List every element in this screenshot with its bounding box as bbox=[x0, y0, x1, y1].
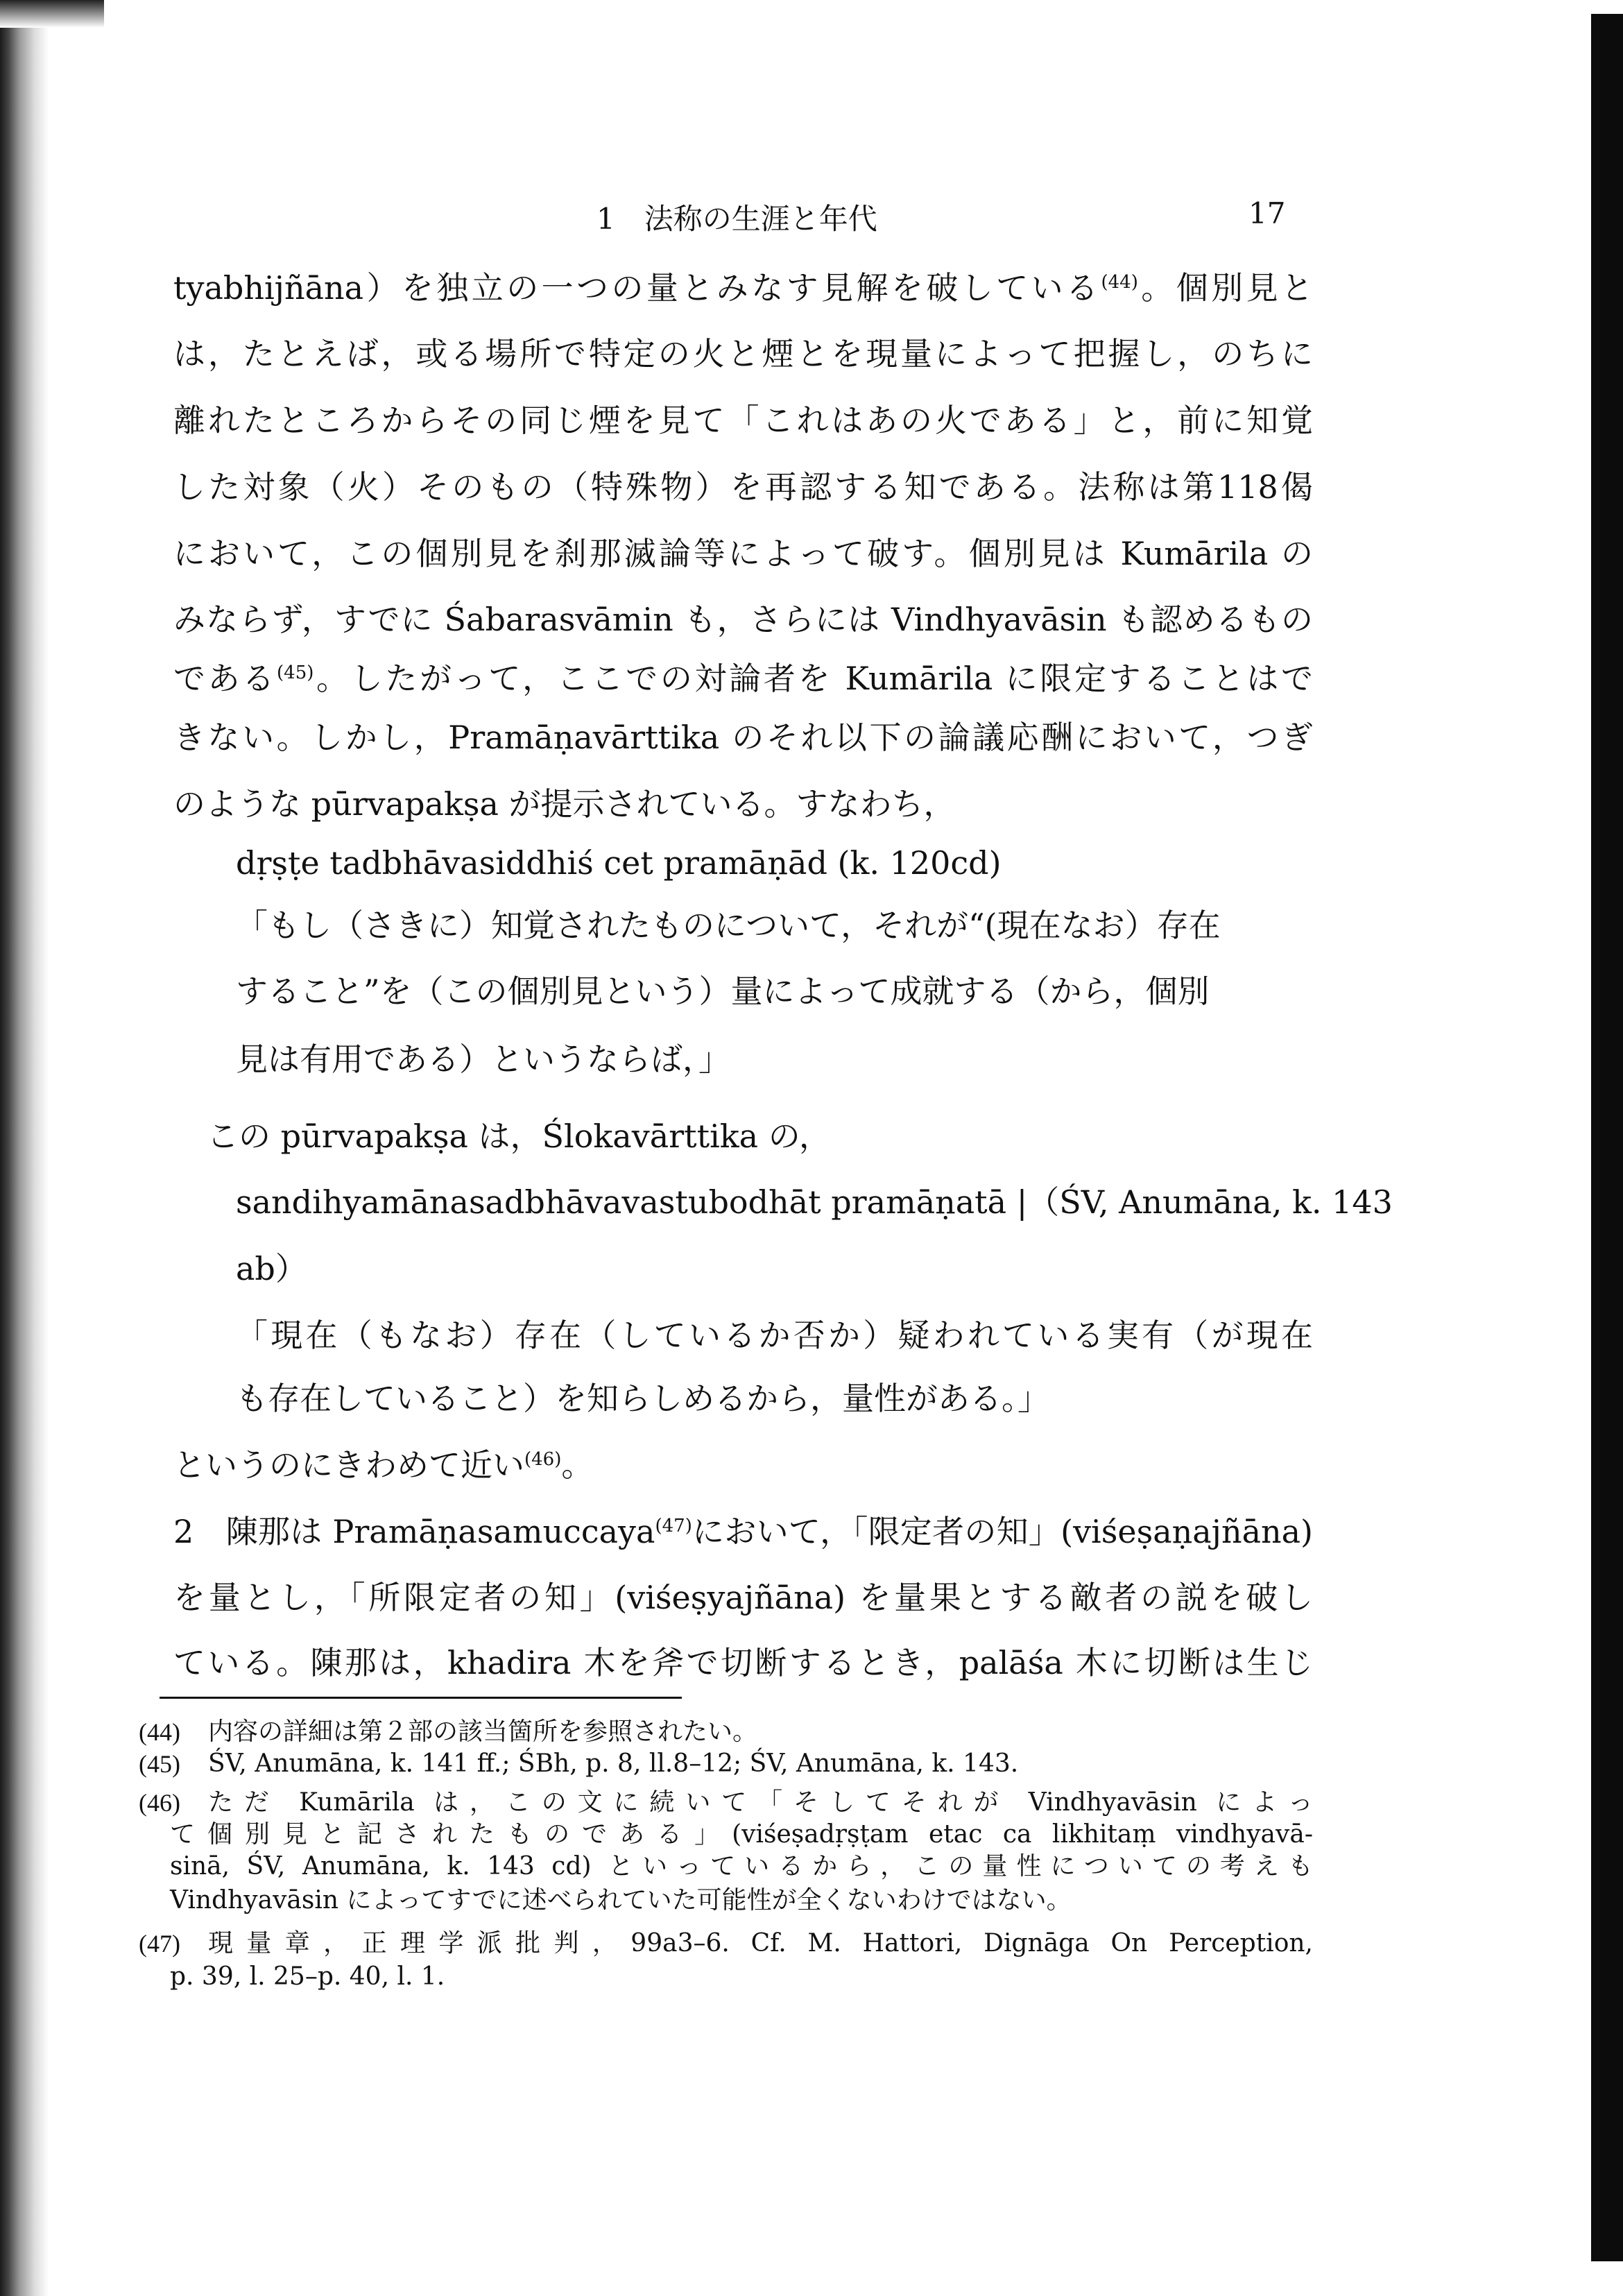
body-line bbox=[236, 970, 1210, 1012]
text-run: は，たとえば，或る場所で特定の火と煙とを現量によって把握し，のちに bbox=[173, 335, 1313, 372]
text-run: というのにきわめて近い bbox=[173, 1446, 524, 1484]
footnote-ref[interactable]: (44) bbox=[1101, 272, 1138, 293]
text-run: 。個別見と bbox=[1137, 269, 1314, 307]
footnote-line: て個別見と記されたものである」(viśeṣadṛṣṭam etac ca likhitaṃ vindhyavā- bbox=[170, 1820, 1313, 1849]
footnote-ref[interactable]: (46) bbox=[524, 1449, 562, 1470]
text-run: した対象（火）そのもの（特殊物）を再認する知である。法称は第118偈 bbox=[173, 468, 1313, 506]
scan-edge-left bbox=[0, 0, 49, 2296]
text-run: dṛṣṭe tadbhāvasiddhiś cet pramāṇād (k. 120cd) bbox=[236, 844, 1002, 882]
body-line bbox=[173, 599, 1313, 640]
text-run: 離れたところからその同じ煙を見て「これはあの火である」と，前に知覚 bbox=[173, 402, 1313, 439]
footnote-number: (44) bbox=[139, 1718, 180, 1746]
body-line bbox=[173, 333, 1313, 375]
footnote-line: ŚV, Anumāna, k. 141 ff.; ŚBh, p. 8, ll.8–12; ŚV, Anumāna, k. 143. bbox=[208, 1749, 1019, 1778]
body-line bbox=[173, 1444, 593, 1486]
body-line bbox=[173, 533, 1313, 574]
body-line bbox=[236, 1378, 1049, 1419]
footnote-ref[interactable]: (47) bbox=[655, 1516, 692, 1536]
text-run: 「もし（さきに）知覚されたものについて，それが“(現在なお）存在 bbox=[236, 907, 1221, 944]
text-run: において，この個別見を刹那滅論等によって破す。個別見は Kumārila の bbox=[173, 535, 1313, 572]
text-run: ている。陳那は，khadira 木を斧で切断するとき，palāśa 木に切断は生じ bbox=[173, 1644, 1313, 1681]
text-run: 見は有用である）というならば，」 bbox=[236, 1040, 730, 1078]
body-line bbox=[236, 905, 1221, 946]
footnote-separator bbox=[160, 1697, 682, 1699]
footnote-line: sinā, ŚV, Anumāna, k. 143 cd) といっているから，この量性についての考えも bbox=[170, 1852, 1313, 1881]
text-run: において，「限定者の知」(viśeṣaṇajñāna) bbox=[692, 1513, 1313, 1550]
text-run: すること”を（この個別見という）量によって成就する（から，個別 bbox=[236, 973, 1210, 1010]
text-run: みならず，すでに Śabarasvāmin も，さらには Vindhyavāsin も認めるもの bbox=[173, 601, 1313, 638]
body-line bbox=[236, 1038, 730, 1080]
text-run: 2 陳那は Pramāṇasamuccaya bbox=[173, 1513, 655, 1550]
body-line bbox=[173, 1577, 1313, 1618]
body-line bbox=[236, 1248, 307, 1290]
text-run: 。したがって，ここでの対論者を Kumārila に限定することはで bbox=[314, 660, 1314, 697]
body-line bbox=[173, 466, 1313, 508]
body-line bbox=[173, 267, 1313, 309]
text-run: も存在していること）を知らしめるから，量性がある。」 bbox=[236, 1380, 1049, 1417]
footnote-number: (46) bbox=[139, 1789, 180, 1817]
body-line bbox=[236, 1314, 1313, 1356]
footnote-line: ただ Kumārila は，この文に続いて「そしてそれが Vindhyavāsin によっ bbox=[208, 1788, 1313, 1817]
text-run: tyabhijñāna）を独立の一つの量とみなす見解を破している bbox=[173, 269, 1101, 307]
body-line bbox=[236, 1181, 1393, 1223]
text-run: を量とし，「所限定者の知」(viśeṣyajñāna) を量果とする敵者の説を破し bbox=[173, 1579, 1313, 1616]
page-number: 17 bbox=[1248, 196, 1286, 230]
text-run: 「現在（もなお）存在（しているか否か）疑われている実有（が現在 bbox=[236, 1317, 1313, 1354]
body-line bbox=[173, 1511, 1313, 1552]
body-line bbox=[236, 842, 1002, 884]
scan-edge-right bbox=[1591, 14, 1623, 2261]
text-run: である bbox=[173, 660, 277, 697]
body-line bbox=[173, 1642, 1313, 1684]
body-line bbox=[173, 400, 1313, 441]
footnote-line: 現量章，正理学派批判，99a3–6. Cf. M. Hattori, Dignāga On Perception, bbox=[208, 1929, 1313, 1957]
text-run: ab） bbox=[236, 1250, 307, 1287]
text-run: 。 bbox=[561, 1446, 594, 1484]
footnote-number: (45) bbox=[139, 1750, 180, 1778]
footnote-number: (47) bbox=[139, 1930, 180, 1957]
body-line bbox=[173, 658, 1313, 699]
body-line bbox=[173, 717, 1313, 758]
text-run: のような pūrvapakṣa が提示されている。すなわち， bbox=[173, 785, 956, 823]
text-run: この pūrvapakṣa は，Ślokavārttika の， bbox=[207, 1117, 831, 1155]
footnote-line: p. 39, l. 25–p. 40, l. 1. bbox=[170, 1962, 445, 1991]
scan-edge-top bbox=[0, 0, 104, 28]
footnote-line: 内容の詳細は第２部の該当箇所を参照されたい。 bbox=[208, 1717, 758, 1746]
body-line bbox=[207, 1115, 831, 1157]
running-header-title: 1 法称の生涯と年代 bbox=[596, 202, 877, 236]
body-line bbox=[173, 783, 956, 825]
text-run: sandihyamānasadbhāvavastubodhāt pramāṇatā |（ŚV, Anumāna, k. 143 bbox=[236, 1183, 1393, 1221]
footnote-line: Vindhyavāsin によってすでに述べられていた可能性が全くないわけではない。 bbox=[170, 1886, 1072, 1914]
footnote-ref[interactable]: (45) bbox=[277, 662, 314, 683]
text-run: きない。しかし，Pramāṇavārttika のそれ以下の論議応酬において，つぎ bbox=[173, 719, 1313, 756]
